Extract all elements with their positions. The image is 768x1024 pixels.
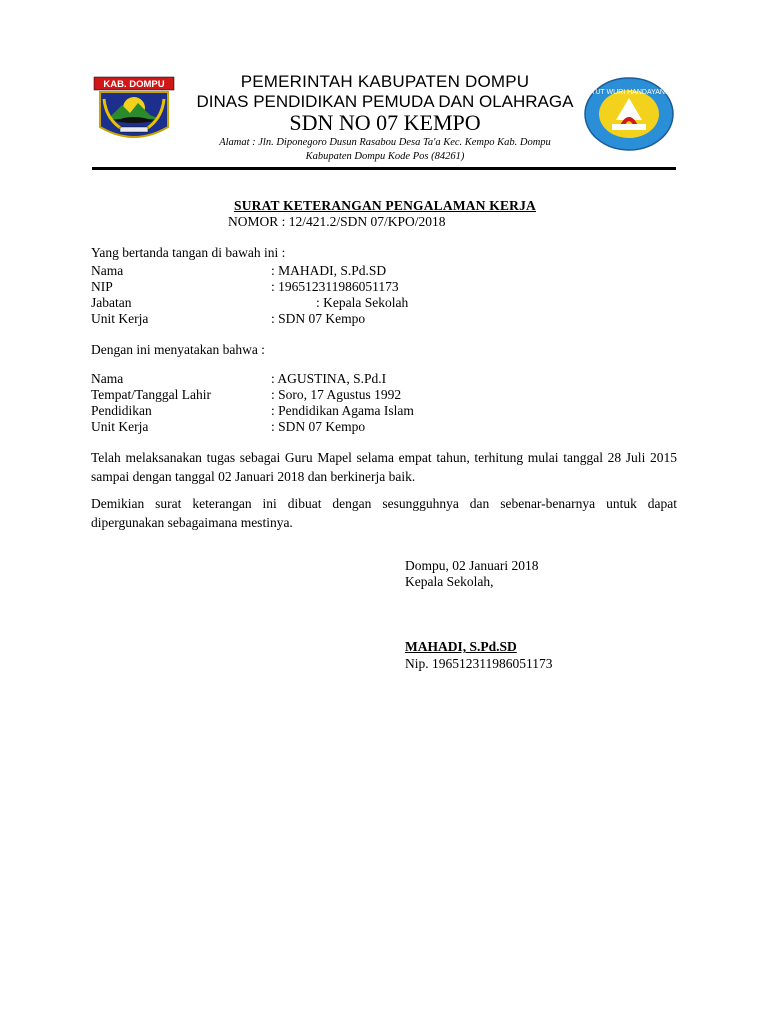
body-paragraph-1: Telah melaksanakan tugas sebagai Guru Mapel selama empat tahun, terhitung mulai tanggal 28 Juli 2015 sampai dengan tanggal 02 Januari 2018 dan berkinerja baik. <box>91 450 677 484</box>
subject-label-education: Pendidikan <box>91 403 152 418</box>
dompu-crest-logo <box>92 75 176 145</box>
subject-label-birth: Tempat/Tanggal Lahir <box>91 387 211 402</box>
signer-label-name: Nama <box>91 263 124 278</box>
letterhead-address <box>150 136 620 164</box>
signer-value-name: : MAHADI, S.Pd.SD <box>271 263 387 278</box>
signer-label-unit: Unit Kerja <box>91 311 149 326</box>
subject-value-birth: : Soro, 17 Agustus 1992 <box>271 387 402 402</box>
address-line-2: Kabupaten Dompu Kode Pos (84261) <box>305 151 465 162</box>
letterhead-government: PEMERINTAH KABUPATEN DOMPU <box>240 72 530 91</box>
right-logo-label: TUT WURI HANDAYANI <box>591 89 667 96</box>
signature-name: MAHADI, S.Pd.SD <box>405 639 517 654</box>
letter-title: SURAT KETERANGAN PENGALAMAN KERJA <box>234 198 536 213</box>
signature-role: Kepala Sekolah, <box>405 574 494 589</box>
subject-value-name: : AGUSTINA, S.Pd.I <box>271 371 387 386</box>
signer-label-nip: NIP <box>91 279 113 294</box>
intro-text: Yang bertanda tangan di bawah ini : <box>91 245 286 260</box>
letterhead-department: DINAS PENDIDIKAN PEMUDA DAN OLAHRAGA <box>196 92 574 111</box>
letterhead-divider <box>92 167 676 170</box>
address-line-1: Alamat : Jln. Diponegoro Dusun Rasabou Desa Ta'a Kec. Kempo Kab. Dompu <box>219 137 551 148</box>
body-paragraph-2: Demikian surat keterangan ini dibuat dengan sesungguhnya dan sebenar-benarnya untuk dapat dipergunakan sebagaimana mestinya. <box>91 496 677 530</box>
left-logo-label: KAB. DOMPU <box>103 79 165 90</box>
subject-label-unit: Unit Kerja <box>91 419 149 434</box>
signer-value-nip: : 196512311986051173 <box>271 279 399 294</box>
subject-value-education: : Pendidikan Agama Islam <box>271 403 414 418</box>
statement-text: Dengan ini menyatakan bahwa : <box>91 342 265 357</box>
subject-label-name: Nama <box>91 371 124 386</box>
letter-number: NOMOR : 12/421.2/SDN 07/KPO/2018 <box>228 214 446 229</box>
signer-value-unit: : SDN 07 Kempo <box>271 311 366 326</box>
letterhead-school: SDN NO 07 KEMPO <box>289 110 481 135</box>
signature-nip: Nip. 196512311986051173 <box>405 656 553 671</box>
signer-label-position: Jabatan <box>91 295 132 310</box>
signer-value-position: : Kepala Sekolah <box>316 295 409 310</box>
signature-place-date: Dompu, 02 Januari 2018 <box>405 558 539 573</box>
subject-value-unit: : SDN 07 Kempo <box>271 419 366 434</box>
